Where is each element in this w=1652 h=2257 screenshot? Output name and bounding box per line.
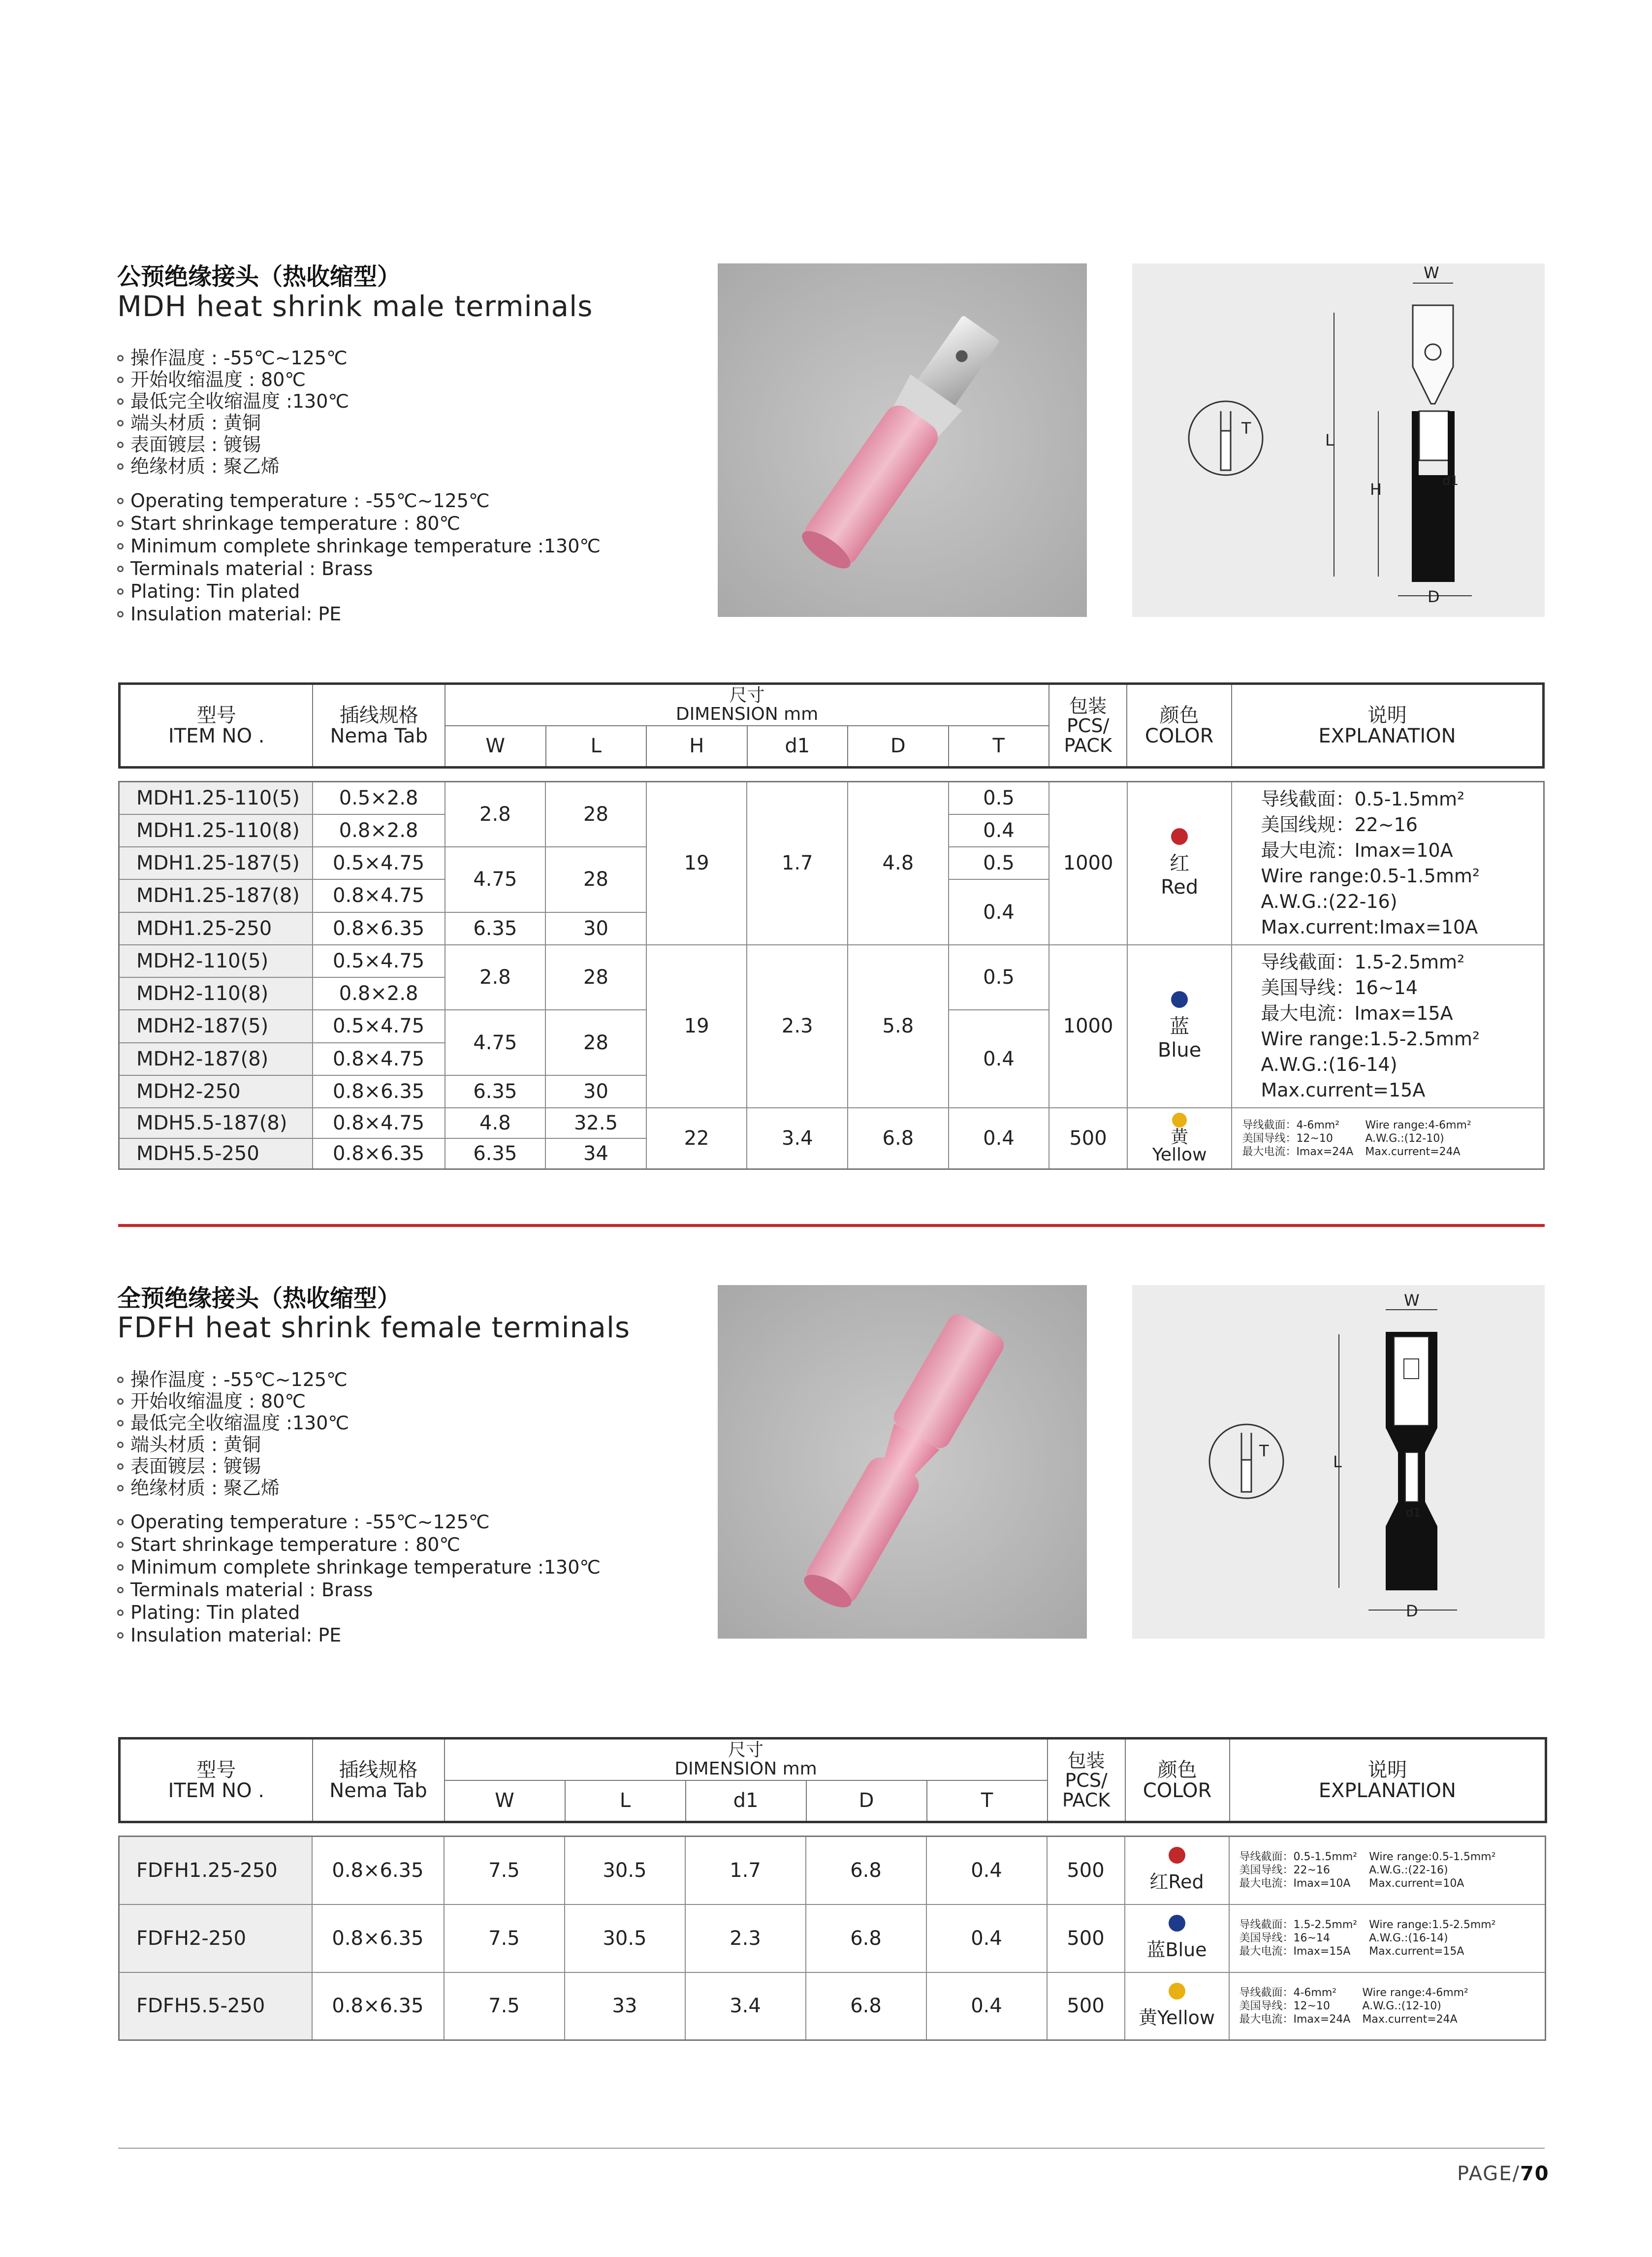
label-h: H bbox=[1370, 480, 1382, 499]
color-blue-cell: 蓝 Blue bbox=[1127, 945, 1232, 1108]
product-photo-male-terminal bbox=[718, 263, 1087, 617]
table-row: FDFH2-250 0.8×6.35 7.5 30.5 2.3 6.8 0.4 500 蓝Blue 导线截面：1.5-2.5mm² 美国导线：16~14 最大电流：Imax=15A Wire range:1.5-2.5mm² A.W.G.:(16-14) Max.current=15A bbox=[119, 1904, 1546, 1972]
explanation-red: 导线截面：0.5-1.5mm² 美国线规：22~16 最大电流：Imax=10A Wire range:0.5-1.5mm² A.W.G.:(22-16) Max.current:Imax=10A bbox=[1232, 782, 1544, 945]
footer-divider bbox=[118, 2148, 1545, 2149]
explanation-blue: 导线截面：1.5-2.5mm² 美国导线：16~14 最大电流：Imax=15A Wire range:1.5-2.5mm² A.W.G.:(16-14) Max.current=15A bbox=[1232, 945, 1544, 1108]
section1-specs-cn: 操作温度 : -55℃~125℃ 开始收缩温度 : 80℃ 最低完全收缩温度 :130℃ 端头材质 : 黄铜 表面镀层 : 镀锡 绝缘材质 : 聚乙烯 bbox=[117, 347, 349, 477]
mdh-table-header: 型号 ITEM NO . 插线规格 Nema Tab 尺寸 DIMENSION mm 包装 PCS/ PACK 颜色 COLOR 说明 EXPLANATION W L H d1 D T bbox=[118, 682, 1545, 769]
label-l: L bbox=[1325, 431, 1334, 450]
section2-specs-en: Operating temperature : -55℃~125℃ Start shrinkage temperature : 80℃ Minimum complete shrinkage temperature :130℃ Terminals material : Brass Plating: Tin plated Insulation material: PE bbox=[117, 1511, 601, 1646]
fdfh-table-body bbox=[118, 1836, 1546, 2041]
label-t: T bbox=[1241, 419, 1251, 438]
label-t: T bbox=[1259, 1442, 1269, 1460]
section1-specs-en: Operating temperature : -55℃~125℃ Start shrinkage temperature : 80℃ Minimum complete shrinkage temperature :130℃ Terminals material : Brass Plating: Tin plated Insulation material: PE bbox=[117, 489, 601, 625]
section1-title-en: MDH heat shrink male terminals bbox=[117, 290, 593, 323]
fdfh-table-header: 型号 ITEM NO . 插线规格 Nema Tab 尺寸 DIMENSION mm 包装 PCS/ PACK 颜色 COLOR 说明 EXPLANATION W L d1 D T bbox=[118, 1737, 1547, 1823]
section2-specs-cn: 操作温度 : -55℃~125℃ 开始收缩温度 : 80℃ 最低完全收缩温度 :130℃ 端头材质 : 黄铜 表面镀层 : 镀锡 绝缘材质 : 聚乙烯 bbox=[117, 1369, 349, 1499]
table-row-item: MDH1.25-110(5) bbox=[119, 782, 313, 814]
dimension-diagram-male-terminal bbox=[1132, 263, 1545, 617]
color-dot-blue bbox=[1171, 991, 1188, 1008]
label-w: W bbox=[1404, 1291, 1420, 1310]
table-row: FDFH5.5-250 0.8×6.35 7.5 33 3.4 6.8 0.4 500 黄Yellow 导线截面：4-6mm² 美国导线：12~10 最大电流：Imax=24A Wire range:4-6mm² A.W.G.:(12-10) Max.current=24A bbox=[119, 1972, 1546, 2040]
color-dot-blue bbox=[1169, 1915, 1185, 1932]
page-number: PAGE/70 bbox=[1457, 2162, 1550, 2185]
dimension-diagram-female-terminal bbox=[1132, 1285, 1545, 1639]
section-divider bbox=[118, 1224, 1545, 1227]
label-d1: d1 bbox=[1406, 1506, 1421, 1519]
label-l: L bbox=[1333, 1452, 1342, 1471]
label-d1: d1 bbox=[1442, 474, 1459, 488]
color-red-cell: 红 Red bbox=[1127, 782, 1232, 945]
color-dot-red bbox=[1171, 828, 1188, 845]
color-dot-yellow bbox=[1169, 1983, 1185, 1999]
mdh-table-body: MDH1.25-110(5) 0.5×2.8 2.8 28 19 1.7 4.8 0.5 1000 红 Red 导线截面：0.5-1.5mm² 美国线规：22~16 最大电流：Imax=10A Wire range:0.5-1.5mm² A.W.G.:(22-16) Max.current:Imax=10A MDH1.25-110(8) 0.8×2.8 0.4 MDH1.25-187(5) 0.5×4.75 4.75 28 0.5 MDH1.25-187(8) 0.8×4.75 0.4 MDH1.25-250 0.8×6.35 6.35 30 MDH2-110(5) 0.5×4.75 2.8 28 19 2.3 5.8 0.5 1000 蓝 Blue 导线截面：1.5-2.5mm² 美国导线：16~14 最大电流：Imax=15A Wire range:1.5-2.5mm² A.W.G.:(16-14) Max.current=15A MDH2-110(8) 0.8×2.8 MDH2-187(5) 0.5×4.75 4.75 28 0.4 MDH2-187(8) 0.8×4.75 MDH2-250 0.8×6.35 6.35 30 MDH5.5-187(8) 0.8×4.75 4.8 32.5 22 3.4 6.8 0.4 500 黄 Yellow 导线截面：4-6mm² 美国导线：12~10 最大电流：Imax=24A Wire range:4-6mm² A.W.G.:(12-10) Max.current=24A MDH5.5-250 0.8×6.35 6.35 34 bbox=[118, 781, 1545, 1170]
color-yellow-cell: 黄 Yellow bbox=[1127, 1108, 1232, 1169]
product-photo-female-terminal bbox=[718, 1285, 1087, 1639]
section2-title-cn: 全预绝缘接头（热收缩型） bbox=[117, 1285, 401, 1312]
section1-title-cn: 公预绝缘接头（热收缩型） bbox=[117, 263, 401, 290]
section2-title-en: FDFH heat shrink female terminals bbox=[117, 1311, 631, 1344]
color-dot-red bbox=[1169, 1847, 1185, 1864]
explanation-yellow: 导线截面：4-6mm² 美国导线：12~10 最大电流：Imax=24A Wire range:4-6mm² A.W.G.:(12-10) Max.current=24A bbox=[1232, 1108, 1544, 1169]
label-w: W bbox=[1424, 263, 1439, 282]
table-row: FDFH1.25-250 0.8×6.35 7.5 30.5 1.7 6.8 0.4 500 红Red 导线截面：0.5-1.5mm² 美国导线：22~16 最大电流：Imax=10A Wire range:0.5-1.5mm² A.W.G.:(22-16) Max.current=10A bbox=[119, 1837, 1546, 1904]
color-dot-yellow bbox=[1172, 1113, 1187, 1128]
label-d: D bbox=[1406, 1602, 1418, 1620]
label-d: D bbox=[1428, 587, 1440, 606]
